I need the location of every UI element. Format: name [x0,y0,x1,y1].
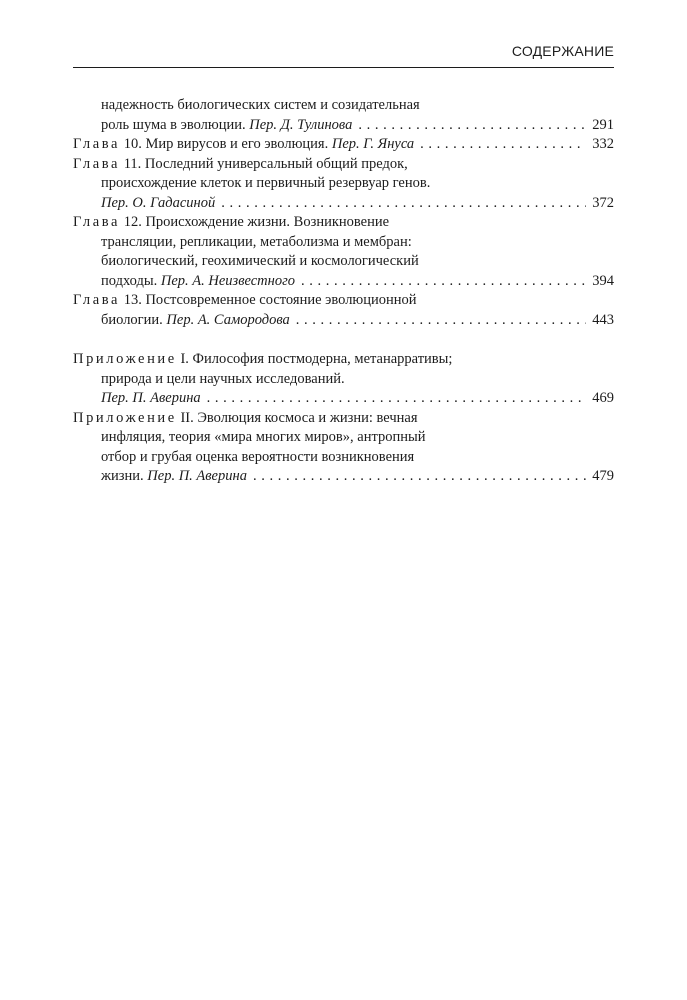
dot-leader [221,194,586,214]
entry-label: Глава [73,155,121,172]
dot-leader [420,135,586,155]
translator: Пер. О. Гадасиной [101,194,216,211]
translator: Пер. П. Аверина [101,390,201,406]
entry-line: биологический, геохимический и космологический [101,253,419,269]
entry-line: инфляция, теория «мира многих миров», антропный [101,429,426,445]
section-gap [73,330,614,350]
entry-line: трансляции, репликации, метаболизма и мембран: [101,233,412,250]
entry-title: II. Эволюция космоса и жизни: вечная [180,409,418,426]
translator: Пер. Г. Януса [331,136,415,152]
entry-last-line [73,194,614,214]
entry-line: отбор и грубая оценка вероятности возникновения [101,448,415,465]
page-number: 469 [592,390,614,406]
entry-line [73,409,614,429]
entry-text [101,116,352,136]
header-rule [73,67,614,68]
entry-last-line [73,311,614,331]
entry-text [101,272,295,292]
translator: Пер. Д. Тулинова [249,116,353,133]
entry-title: 11. Последний универсальный общий предок, [123,155,408,172]
dot-leader [358,116,586,136]
toc-entry-chapter-12 [73,213,614,291]
entry-line: происхождение клеток и первичный резервуар генов. [101,175,431,191]
entry-line: надежность биологических систем и созидательная [101,97,420,113]
entry-line [73,155,614,175]
entry-line [73,350,614,370]
entry-label: Глава [73,136,121,152]
page-number: 394 [592,272,614,289]
entry-last-line [73,272,614,292]
entry-last-line [73,116,614,136]
page-number: 291 [592,116,614,133]
entry-title: 12. Происхождение жизни. Возникновение [123,214,390,230]
dot-leader [253,467,586,487]
dot-leader [301,272,586,292]
toc-entry-chapter-10 [73,135,614,155]
entry-line: биологии. [101,311,163,328]
entry-last-line [73,135,614,155]
toc-entry-appendix-2 [73,409,614,487]
page-number: 372 [592,194,614,211]
toc-entry-chapter-11 [73,155,614,214]
entry-line [73,213,614,233]
entry-text [73,135,414,155]
entry-line [73,291,614,311]
toc-entry-chapter-13 [73,291,614,330]
entry-title: 13. Постсовременное состояние эволюционной [123,292,417,308]
entry-label: Приложение [73,409,177,426]
page-number: 479 [592,468,614,484]
translator: Пер. А. Самородова [166,311,290,328]
entry-text [101,467,247,487]
translator: Пер. П. Аверина [147,468,247,484]
entry-label: Приложение [73,351,177,367]
entry-last-line [73,467,614,487]
entry-title: I. Философия постмодерна, метанарративы; [180,351,453,367]
entry-last-line [73,389,614,409]
entry-line: природа и цели научных исследований. [101,370,345,387]
entry-label: Глава [73,214,121,230]
entry-line: жизни. [101,468,144,484]
dot-leader [296,311,586,331]
toc-entry-appendix-1 [73,350,614,409]
translator: Пер. А. Неизвестного [160,272,295,289]
table-of-contents [73,96,614,487]
running-header: СОДЕРЖАНИЕ [511,43,614,59]
page-number: 443 [592,311,614,328]
entry-title: 10. Мир вирусов и его эволюция. [123,136,329,152]
entry-line: роль шума в эволюции. [101,116,246,133]
entry-text [101,311,290,331]
entry-line: подходы. [101,272,158,289]
toc-entry-continued [73,96,614,135]
dot-leader [207,389,587,409]
entry-label: Глава [73,292,121,308]
page-number: 332 [592,136,614,152]
